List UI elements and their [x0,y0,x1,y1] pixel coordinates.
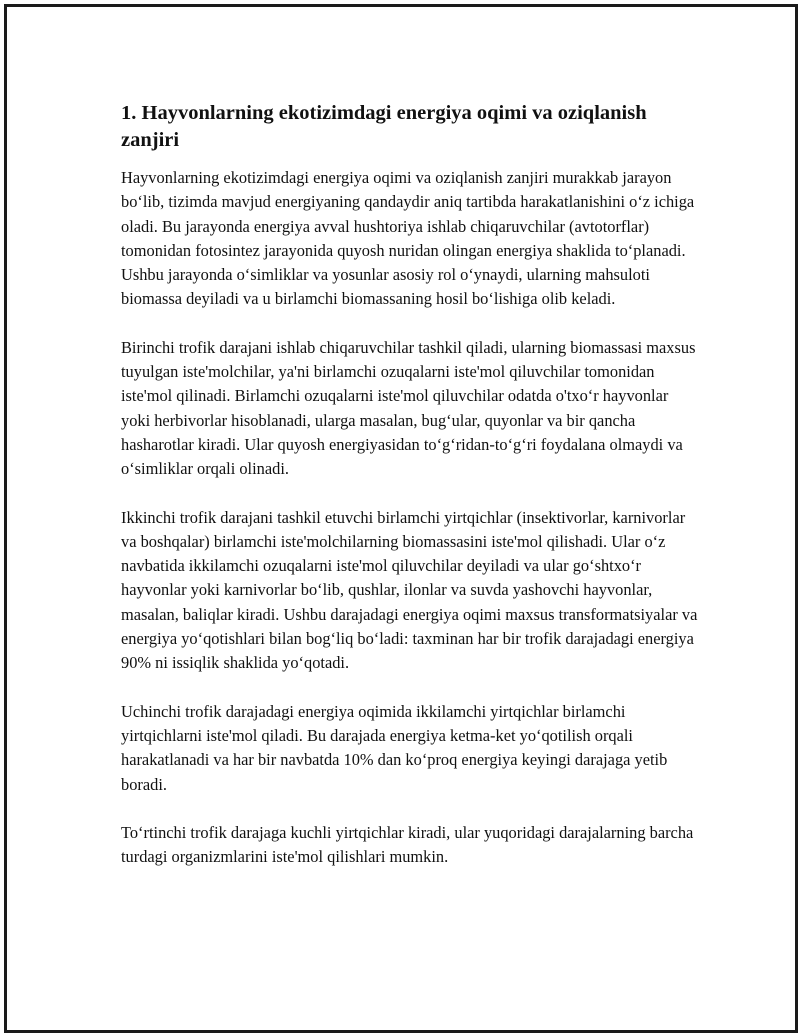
document-body [121,100,701,893]
page-frame [4,4,798,1033]
section-heading: 1. Hayvonlarning ekotizimdagi energiya oqimi va oziqlanish zanjiri [121,102,647,151]
paragraph-1: Hayvonlarning ekotizimdagi energiya oqimi va oziqlanish zanjiri murakkab jarayon bo‘lib, tizimda mavjud energiyaning qandaydir aniq tartibda harakatlanishini o‘z ichiga oladi. Bu jarayonda energiya avval hushtoriya ishlab chiqaruvchilar (avtotorflar) tomonidan fotosintez jarayonida quyosh nuridan olingan energiya shaklida to‘planadi. Ushbu jarayonda o‘simliklar va yosunlar asosiy rol o‘ynaydi, ularning mahsuloti biomassa deyiladi va u birlamchi biomassaning hosil bo‘lishiga olib keladi. [121,168,695,309]
paragraph-3: Ikkinchi trofik darajani tashkil etuvchi birlamchi yirtqichlar (insektivorlar, karnivorlar va boshqalar) birlamchi iste'molchilarning biomassasini iste'mol qilishadi. Ular o‘z navbatida ikkilamchi ozuqalarni iste'mol qiluvchilar deyiladi va ular go‘shtxo‘r hayvonlar yoki karnivorlar bo‘lib, qushlar, ilonlar va suvda yashovchi hayvonlar, masalan, baliqlar kiradi. Ushbu darajadagi energiya oqimi maxsus transformatsiyalar va energiya yo‘qotishlari bilan bog‘liq bo‘ladi: taxminan har bir trofik darajadagi energiya 90% ni issiqlik shaklida yo‘qotadi. [121,507,698,673]
paragraph-4: Uchinchi trofik darajadagi energiya oqimida ikkilamchi yirtqichlar birlamchi yirtqichlarni iste'mol qiladi. Bu darajada energiya ketma-ket yo‘qotilish orqali harakatlanadi va har bir navbatda 10% dan ko‘proq energiya keyingi darajaga yetib boradi. [121,701,668,794]
paragraph-5: To‘rtinchi trofik darajaga kuchli yirtqichlar kiradi, ular yuqoridagi darajalarning barcha turdagi organizmlarini iste'mol qilishlari mumkin. [121,822,694,867]
paragraph-2: Birinchi trofik darajani ishlab chiqaruvchilar tashkil qiladi, ularning biomassasi maxsus tuyulgan iste'molchilar, ya'ni birlamchi ozuqalarni iste'mol qiluvchilar tomonidan iste'mol qilinadi. Birlamchi ozuqalarni iste'mol qiluvchilar odatda o'txo‘r hayvonlar yoki herbivorlar hisoblanadi, ularga masalan, bug‘ular, quyonlar va bir qancha hasharotlar kiradi. Ular quyosh energiyasidan to‘g‘ridan-to‘g‘ri foydalana olmaydi va o‘simliklar orqali olinadi. [121,337,696,479]
